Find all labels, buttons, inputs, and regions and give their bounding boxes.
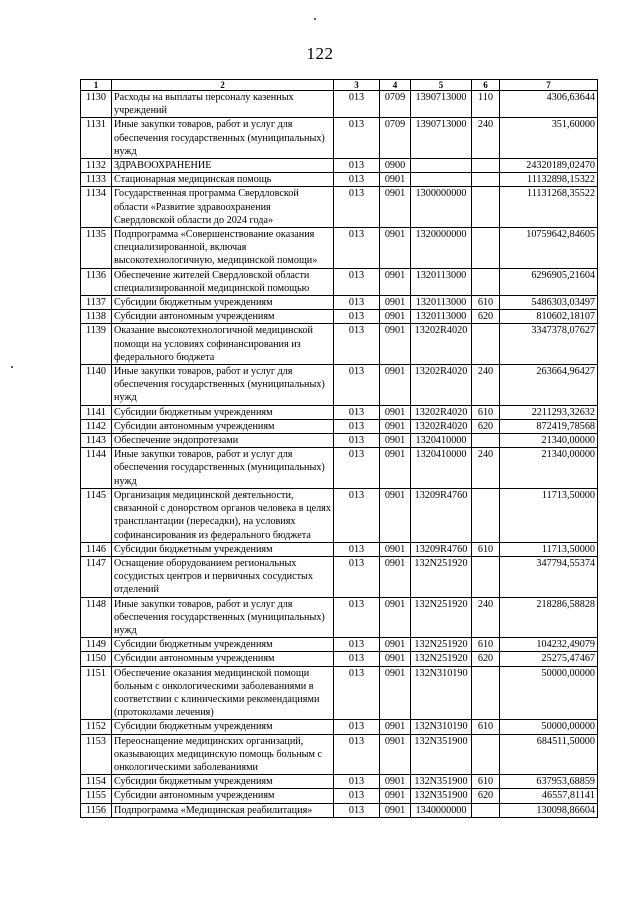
row-name: Субсидии бюджетным учреждениям	[112, 775, 334, 789]
row-amount: 347794,55374	[500, 556, 598, 597]
row-number: 1140	[81, 365, 112, 406]
row-number: 1132	[81, 159, 112, 173]
row-section-code: 0901	[380, 448, 411, 489]
row-name: Субсидии автономным учреждениям	[112, 419, 334, 433]
row-ministry-code: 013	[334, 488, 380, 542]
row-expense-type-code: 610	[472, 775, 500, 789]
row-section-code: 0901	[380, 324, 411, 365]
row-ministry-code: 013	[334, 775, 380, 789]
row-number: 1141	[81, 405, 112, 419]
row-section-code: 0901	[380, 638, 411, 652]
row-ministry-code: 013	[334, 666, 380, 720]
row-amount: 11713,50000	[500, 488, 598, 542]
row-ministry-code: 013	[334, 405, 380, 419]
row-amount: 3347378,07627	[500, 324, 598, 365]
row-amount: 810602,18107	[500, 310, 598, 324]
row-target-code: 1320410000	[411, 448, 472, 489]
row-section-code: 0901	[380, 803, 411, 817]
row-amount: 11132898,15322	[500, 173, 598, 187]
row-section-code: 0901	[380, 652, 411, 666]
table-row	[81, 597, 598, 638]
table-row	[81, 652, 598, 666]
row-ministry-code: 013	[334, 638, 380, 652]
row-ministry-code: 013	[334, 419, 380, 433]
header-col-1: 1	[81, 80, 112, 91]
row-section-code: 0901	[380, 597, 411, 638]
row-number: 1133	[81, 173, 112, 187]
row-name: Субсидии автономным учреждениям	[112, 789, 334, 803]
row-target-code: 132N351900	[411, 775, 472, 789]
row-ministry-code: 013	[334, 556, 380, 597]
row-expense-type-code	[472, 268, 500, 295]
row-expense-type-code	[472, 734, 500, 775]
table-row	[81, 488, 598, 542]
row-section-code: 0901	[380, 405, 411, 419]
row-name: Обеспечение эндопротезами	[112, 434, 334, 448]
row-name: Оснащение оборудованием региональных сосудистых центров и первичных сосудистых отделений	[112, 556, 334, 597]
row-amount: 637953,68859	[500, 775, 598, 789]
table-row	[81, 789, 598, 803]
row-target-code: 132N251920	[411, 638, 472, 652]
table-row	[81, 296, 598, 310]
row-ministry-code: 013	[334, 91, 380, 118]
row-name: Оказание высокотехнологичной медицинской помощи на условиях софинансирования из федерального бюджета	[112, 324, 334, 365]
row-name: Государственная программа Свердловской области «Развитие здравоохранения Свердловской области до 2024 года»	[112, 187, 334, 228]
table-row	[81, 118, 598, 159]
row-target-code: 13202R4020	[411, 405, 472, 419]
table-row	[81, 405, 598, 419]
scan-dot	[314, 18, 316, 20]
table-row	[81, 173, 598, 187]
row-expense-type-code: 620	[472, 652, 500, 666]
header-col-5: 5	[411, 80, 472, 91]
budget-table	[80, 79, 598, 818]
table-row	[81, 803, 598, 817]
row-name: Стационарная медицинская помощь	[112, 173, 334, 187]
table-row	[81, 666, 598, 720]
row-ministry-code: 013	[334, 324, 380, 365]
row-ministry-code: 013	[334, 597, 380, 638]
row-expense-type-code	[472, 159, 500, 173]
header-row	[81, 80, 598, 91]
row-amount: 263664,96427	[500, 365, 598, 406]
table-row	[81, 556, 598, 597]
row-target-code: 132N251920	[411, 556, 472, 597]
table-row	[81, 419, 598, 433]
row-target-code	[411, 159, 472, 173]
table-row	[81, 187, 598, 228]
row-section-code: 0709	[380, 118, 411, 159]
row-number: 1150	[81, 652, 112, 666]
row-section-code: 0901	[380, 310, 411, 324]
table-row	[81, 324, 598, 365]
row-expense-type-code	[472, 803, 500, 817]
row-target-code: 1300000000	[411, 187, 472, 228]
row-ministry-code: 013	[334, 296, 380, 310]
row-target-code: 132N351900	[411, 789, 472, 803]
row-expense-type-code	[472, 488, 500, 542]
row-number: 1156	[81, 803, 112, 817]
row-amount: 21340,00000	[500, 448, 598, 489]
row-number: 1131	[81, 118, 112, 159]
row-section-code: 0901	[380, 228, 411, 269]
row-section-code: 0901	[380, 488, 411, 542]
row-name: Субсидии бюджетным учреждениям	[112, 405, 334, 419]
row-ministry-code: 013	[334, 268, 380, 295]
row-target-code: 13202R4020	[411, 419, 472, 433]
row-amount: 11713,50000	[500, 542, 598, 556]
row-target-code: 1320410000	[411, 434, 472, 448]
row-expense-type-code: 240	[472, 448, 500, 489]
row-expense-type-code: 110	[472, 91, 500, 118]
row-number: 1137	[81, 296, 112, 310]
row-target-code: 13209R4760	[411, 488, 472, 542]
row-target-code: 1390713000	[411, 118, 472, 159]
row-amount: 6296905,21604	[500, 268, 598, 295]
row-expense-type-code: 610	[472, 405, 500, 419]
scan-dot	[11, 366, 13, 368]
row-section-code: 0709	[380, 91, 411, 118]
row-ministry-code: 013	[334, 173, 380, 187]
row-number: 1143	[81, 434, 112, 448]
table-row	[81, 775, 598, 789]
row-number: 1130	[81, 91, 112, 118]
row-number: 1148	[81, 597, 112, 638]
row-target-code: 1320113000	[411, 268, 472, 295]
row-target-code: 132N351900	[411, 734, 472, 775]
row-section-code: 0901	[380, 296, 411, 310]
row-number: 1142	[81, 419, 112, 433]
row-expense-type-code	[472, 556, 500, 597]
header-col-4: 4	[380, 80, 411, 91]
row-name: Иные закупки товаров, работ и услуг для обеспечения государственных (муниципальных) нужд	[112, 597, 334, 638]
row-target-code: 1320113000	[411, 310, 472, 324]
table-row	[81, 434, 598, 448]
row-ministry-code: 013	[334, 159, 380, 173]
row-section-code: 0901	[380, 556, 411, 597]
row-name: Организация медицинской деятельности, связанной с донорством органов человека в целях трансплантации (пересадки), на условиях софинансирования из федерального бюджета	[112, 488, 334, 542]
row-expense-type-code	[472, 228, 500, 269]
row-target-code: 132N310190	[411, 666, 472, 720]
row-number: 1151	[81, 666, 112, 720]
row-expense-type-code: 620	[472, 419, 500, 433]
row-name: Иные закупки товаров, работ и услуг для обеспечения государственных (муниципальных) нужд	[112, 448, 334, 489]
row-number: 1152	[81, 720, 112, 734]
row-name: Подпрограмма «Медицинская реабилитация»	[112, 803, 334, 817]
row-expense-type-code: 620	[472, 310, 500, 324]
row-expense-type-code	[472, 173, 500, 187]
row-section-code: 0901	[380, 720, 411, 734]
page-number: 122	[306, 44, 334, 63]
row-target-code: 132N251920	[411, 652, 472, 666]
table-row	[81, 159, 598, 173]
row-target-code: 13202R4020	[411, 324, 472, 365]
row-target-code: 132N251920	[411, 597, 472, 638]
row-name: Расходы на выплаты персоналу казенных учреждений	[112, 91, 334, 118]
row-expense-type-code: 240	[472, 365, 500, 406]
row-section-code: 0901	[380, 775, 411, 789]
table-row	[81, 638, 598, 652]
row-section-code: 0901	[380, 542, 411, 556]
row-number: 1138	[81, 310, 112, 324]
header-col-2: 2	[112, 80, 334, 91]
row-target-code	[411, 173, 472, 187]
row-expense-type-code: 620	[472, 789, 500, 803]
row-name: Подпрограмма «Совершенствование оказания специализированной, включая высокотехнологичную, медицинской помощи»	[112, 228, 334, 269]
row-ministry-code: 013	[334, 542, 380, 556]
row-name: ЗДРАВООХРАНЕНИЕ	[112, 159, 334, 173]
row-amount: 872419,78568	[500, 419, 598, 433]
row-expense-type-code: 240	[472, 118, 500, 159]
row-number: 1153	[81, 734, 112, 775]
row-amount: 2211293,32632	[500, 405, 598, 419]
table-row	[81, 734, 598, 775]
row-section-code: 0901	[380, 434, 411, 448]
row-target-code: 1390713000	[411, 91, 472, 118]
row-ministry-code: 013	[334, 652, 380, 666]
row-ministry-code: 013	[334, 365, 380, 406]
row-ministry-code: 013	[334, 228, 380, 269]
row-section-code: 0901	[380, 666, 411, 720]
row-number: 1154	[81, 775, 112, 789]
row-amount: 46557,81141	[500, 789, 598, 803]
row-expense-type-code	[472, 324, 500, 365]
row-target-code: 13209R4760	[411, 542, 472, 556]
row-amount: 218286,58828	[500, 597, 598, 638]
table-row	[81, 448, 598, 489]
row-expense-type-code: 610	[472, 720, 500, 734]
row-ministry-code: 013	[334, 734, 380, 775]
row-section-code: 0901	[380, 173, 411, 187]
row-name: Субсидии автономным учреждениям	[112, 652, 334, 666]
row-amount: 684511,50000	[500, 734, 598, 775]
row-target-code: 1320113000	[411, 296, 472, 310]
row-ministry-code: 013	[334, 434, 380, 448]
header-col-6: 6	[472, 80, 500, 91]
row-number: 1147	[81, 556, 112, 597]
row-amount: 50000,00000	[500, 720, 598, 734]
row-ministry-code: 013	[334, 720, 380, 734]
row-section-code: 0901	[380, 268, 411, 295]
row-number: 1136	[81, 268, 112, 295]
row-name: Субсидии бюджетным учреждениям	[112, 542, 334, 556]
row-name: Субсидии бюджетным учреждениям	[112, 720, 334, 734]
row-ministry-code: 013	[334, 187, 380, 228]
row-ministry-code: 013	[334, 789, 380, 803]
row-target-code: 132N310190	[411, 720, 472, 734]
row-expense-type-code	[472, 434, 500, 448]
row-amount: 24320189,02470	[500, 159, 598, 173]
row-section-code: 0900	[380, 159, 411, 173]
row-ministry-code: 013	[334, 448, 380, 489]
header-col-7: 7	[500, 80, 598, 91]
table-row	[81, 91, 598, 118]
row-expense-type-code	[472, 187, 500, 228]
row-number: 1146	[81, 542, 112, 556]
row-amount: 10759642,84605	[500, 228, 598, 269]
table-row	[81, 228, 598, 269]
row-target-code: 1340000000	[411, 803, 472, 817]
row-ministry-code: 013	[334, 310, 380, 324]
row-amount: 21340,00000	[500, 434, 598, 448]
row-target-code: 1320000000	[411, 228, 472, 269]
row-section-code: 0901	[380, 789, 411, 803]
row-section-code: 0901	[380, 187, 411, 228]
row-amount: 351,60000	[500, 118, 598, 159]
row-expense-type-code: 240	[472, 597, 500, 638]
table-row	[81, 268, 598, 295]
row-number: 1144	[81, 448, 112, 489]
row-expense-type-code: 610	[472, 638, 500, 652]
row-section-code: 0901	[380, 365, 411, 406]
row-number: 1155	[81, 789, 112, 803]
row-number: 1135	[81, 228, 112, 269]
table-row	[81, 720, 598, 734]
row-section-code: 0901	[380, 734, 411, 775]
row-name: Субсидии бюджетным учреждениям	[112, 638, 334, 652]
row-ministry-code: 013	[334, 118, 380, 159]
table-row	[81, 310, 598, 324]
row-name: Обеспечение оказания медицинской помощи больным с онкологическими заболеваниями в соответствии с клиническими рекомендациями (протоколами лечения)	[112, 666, 334, 720]
table-body	[81, 91, 598, 818]
row-number: 1139	[81, 324, 112, 365]
header-col-3: 3	[334, 80, 380, 91]
row-number: 1149	[81, 638, 112, 652]
row-number: 1134	[81, 187, 112, 228]
row-name: Субсидии бюджетным учреждениям	[112, 296, 334, 310]
table-row	[81, 365, 598, 406]
row-expense-type-code: 610	[472, 542, 500, 556]
row-number: 1145	[81, 488, 112, 542]
row-amount: 50000,00000	[500, 666, 598, 720]
row-name: Переоснащение медицинских организаций, оказывающих медицинскую помощь больным с онкологическими заболеваниями	[112, 734, 334, 775]
row-name: Обеспечение жителей Свердловской области специализированной медицинской помощью	[112, 268, 334, 295]
row-target-code: 13202R4020	[411, 365, 472, 406]
row-section-code: 0901	[380, 419, 411, 433]
row-amount: 11131268,35522	[500, 187, 598, 228]
row-name: Субсидии автономным учреждениям	[112, 310, 334, 324]
row-name: Иные закупки товаров, работ и услуг для обеспечения государственных (муниципальных) нужд	[112, 365, 334, 406]
table-row	[81, 542, 598, 556]
row-expense-type-code: 610	[472, 296, 500, 310]
row-amount: 4306,63644	[500, 91, 598, 118]
row-name: Иные закупки товаров, работ и услуг для обеспечения государственных (муниципальных) нужд	[112, 118, 334, 159]
row-amount: 104232,49079	[500, 638, 598, 652]
row-amount: 130098,86604	[500, 803, 598, 817]
row-expense-type-code	[472, 666, 500, 720]
row-ministry-code: 013	[334, 803, 380, 817]
row-amount: 5486303,03497	[500, 296, 598, 310]
row-amount: 25275,47467	[500, 652, 598, 666]
